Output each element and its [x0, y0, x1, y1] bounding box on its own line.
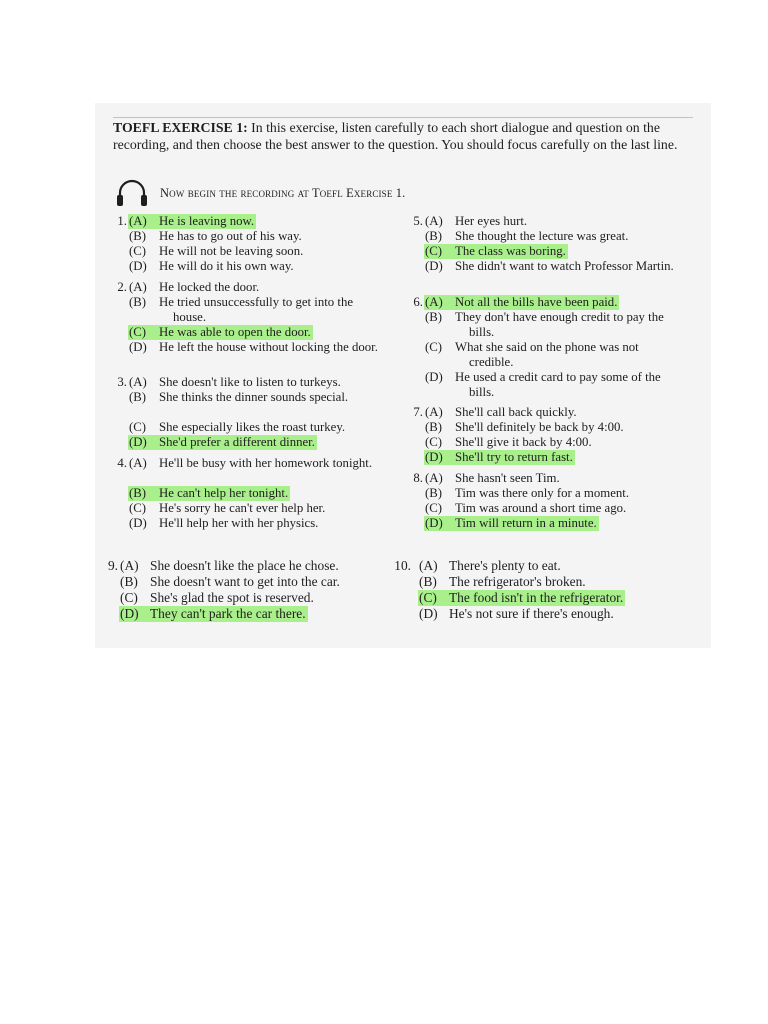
- option-text: He'll help her with her physics.: [159, 516, 319, 530]
- option-a: [425, 405, 577, 420]
- option-letter: (A): [129, 375, 147, 389]
- option-c: [425, 435, 592, 450]
- option-letter: (D): [425, 370, 443, 384]
- option-letter: (C): [425, 501, 443, 515]
- option-letter: (C): [129, 420, 147, 434]
- exercise-instructions: [113, 119, 678, 153]
- option-b: [129, 295, 385, 325]
- option-c: [129, 244, 303, 259]
- option-letter: (C): [129, 501, 147, 515]
- recording-prompt: [115, 178, 675, 208]
- option-text: She especially likes the roast turkey.: [159, 420, 346, 434]
- option-text: Her eyes hurt.: [455, 214, 528, 228]
- option-text: The class was boring.: [455, 244, 566, 258]
- question-number: 3.: [117, 375, 127, 389]
- option-letter: (A): [129, 280, 147, 294]
- question-number: 6.: [413, 295, 423, 309]
- question-number: 1.: [117, 214, 127, 228]
- option-text: What she said on the phone was not credible.: [455, 340, 639, 369]
- option-a-highlighted: [424, 295, 619, 310]
- option-letter: (A): [129, 456, 147, 470]
- option-text: He'll be busy with her homework tonight.: [159, 456, 373, 470]
- option-text: Tim was there only for a moment.: [455, 486, 630, 500]
- option-text: He locked the door.: [159, 280, 260, 294]
- option-letter: (B): [425, 420, 443, 434]
- option-text: They can't park the car there.: [150, 606, 306, 621]
- option-letter: (B): [129, 486, 147, 500]
- recording-instruction: Now begin the recording at Toefl Exercise 1.: [160, 186, 406, 200]
- option-letter: (B): [425, 310, 443, 324]
- option-text: He has to go out of his way.: [159, 229, 302, 243]
- option-text: He is leaving now.: [159, 214, 255, 228]
- option-text: She thought the lecture was great.: [455, 229, 629, 243]
- option-text: He will do it his own way.: [159, 259, 294, 273]
- question-number: 5.: [413, 214, 423, 228]
- option-a: [120, 558, 339, 574]
- option-d: [129, 340, 385, 355]
- option-letter: (B): [129, 229, 147, 243]
- option-b: [419, 574, 586, 590]
- option-c-highlighted: [424, 244, 568, 259]
- option-text: He tried unsuccessfully to get into the house.: [159, 295, 354, 324]
- option-b: [425, 420, 624, 435]
- option-text: He left the house without locking the door.: [159, 340, 378, 354]
- option-a: [425, 471, 560, 486]
- headphones-icon: [115, 178, 149, 208]
- option-d: [425, 370, 679, 400]
- option-a: [129, 280, 259, 295]
- option-a-highlighted: [128, 214, 256, 229]
- option-text: He will not be leaving soon.: [159, 244, 304, 258]
- option-b: [129, 390, 358, 405]
- option-a: [129, 375, 341, 390]
- option-d: [425, 259, 674, 274]
- option-text: She doesn't like the place he chose.: [150, 558, 339, 573]
- option-text: She hasn't seen Tim.: [455, 471, 560, 485]
- question-number: 7.: [413, 405, 423, 419]
- option-d: [129, 259, 294, 274]
- exercise-page: [95, 103, 711, 648]
- option-letter: (B): [129, 390, 147, 404]
- option-c-highlighted: [128, 325, 313, 340]
- option-c: [425, 501, 626, 516]
- question-number: 10.: [394, 558, 411, 573]
- option-letter: (C): [120, 590, 138, 605]
- option-text: She doesn't want to get into the car.: [150, 574, 340, 589]
- option-letter: (A): [425, 295, 443, 309]
- option-text: She doesn't like to listen to turkeys.: [159, 375, 341, 389]
- exercise-title: TOEFL EXERCISE 1:: [113, 120, 248, 135]
- option-text: She'll give it back by 4:00.: [455, 435, 592, 449]
- option-b: [425, 486, 629, 501]
- option-letter: (D): [129, 259, 147, 273]
- option-c: [425, 340, 669, 370]
- option-letter: (D): [120, 606, 139, 621]
- option-letter: (C): [129, 244, 147, 258]
- option-letter: (A): [425, 214, 443, 228]
- top-rule: [113, 117, 693, 118]
- option-text: Tim was around a short time ago.: [455, 501, 627, 515]
- option-text: She'll try to return fast.: [455, 450, 573, 464]
- option-letter: (C): [129, 325, 147, 339]
- option-text: She thinks the dinner sounds special.: [159, 390, 349, 404]
- option-text: He's not sure if there's enough.: [449, 606, 614, 621]
- instructions-text: In this exercise, listen carefully to each short dialogue and question on the recording, and then choose the best answer to the question. You should focus carefully on the last line.: [113, 120, 678, 152]
- option-letter: (B): [120, 574, 138, 589]
- question-number: 8.: [413, 471, 423, 485]
- option-text: There's plenty to eat.: [449, 558, 561, 573]
- question-number: 4.: [117, 456, 127, 470]
- option-text: Not all the bills have been paid.: [455, 295, 618, 309]
- option-d-highlighted: [424, 450, 575, 465]
- option-text: Tim will return in a minute.: [455, 516, 597, 530]
- option-text: She'll call back quickly.: [455, 405, 577, 419]
- question-number: 9.: [107, 558, 118, 573]
- option-text: He's sorry he can't ever help her.: [159, 501, 326, 515]
- option-letter: (A): [129, 214, 147, 228]
- option-letter: (D): [425, 259, 443, 273]
- option-letter: (A): [425, 471, 443, 485]
- option-text: She'll definitely be back by 4:00.: [455, 420, 624, 434]
- option-c-highlighted: [418, 590, 625, 606]
- option-letter: (A): [419, 558, 438, 573]
- option-letter: (D): [425, 450, 443, 464]
- option-b: [120, 574, 340, 590]
- option-a: [419, 558, 561, 574]
- option-b-highlighted: [128, 486, 290, 501]
- option-text: He used a credit card to pay some of the bills.: [455, 370, 661, 399]
- option-d-highlighted: [128, 435, 317, 450]
- option-b: [425, 310, 684, 340]
- option-letter: (B): [419, 574, 437, 589]
- option-d: [129, 516, 318, 531]
- option-letter: (C): [425, 244, 443, 258]
- option-text: He was able to open the door.: [159, 325, 311, 339]
- option-text: She'd prefer a different dinner.: [159, 435, 315, 449]
- option-c: [120, 590, 314, 606]
- option-letter: (C): [425, 435, 443, 449]
- option-d-highlighted: [424, 516, 599, 531]
- option-d: [419, 606, 614, 622]
- option-letter: (B): [425, 486, 443, 500]
- option-a: [425, 214, 527, 229]
- option-b: [425, 229, 628, 244]
- option-letter: (D): [129, 435, 147, 449]
- option-letter: (B): [425, 229, 443, 243]
- option-letter: (C): [425, 340, 443, 354]
- option-a: [129, 456, 388, 471]
- option-b: [129, 229, 302, 244]
- option-text: The refrigerator's broken.: [449, 574, 586, 589]
- option-c: [129, 420, 345, 435]
- option-text: The food isn't in the refrigerator.: [449, 590, 624, 605]
- option-letter: (A): [120, 558, 139, 573]
- option-letter: (D): [425, 516, 443, 530]
- option-text: She's glad the spot is reserved.: [150, 590, 314, 605]
- question-number: 2.: [117, 280, 127, 294]
- option-letter: (C): [419, 590, 437, 605]
- option-text: She didn't want to watch Professor Martin.: [455, 259, 674, 273]
- option-letter: (D): [419, 606, 438, 621]
- option-letter: (B): [129, 295, 147, 309]
- option-letter: (D): [129, 340, 147, 354]
- option-text: They don't have enough credit to pay the bills.: [455, 310, 664, 339]
- option-d-highlighted: [119, 606, 308, 622]
- option-text: He can't help her tonight.: [159, 486, 289, 500]
- option-c: [129, 501, 325, 516]
- option-letter: (D): [129, 516, 147, 530]
- option-letter: (A): [425, 405, 443, 419]
